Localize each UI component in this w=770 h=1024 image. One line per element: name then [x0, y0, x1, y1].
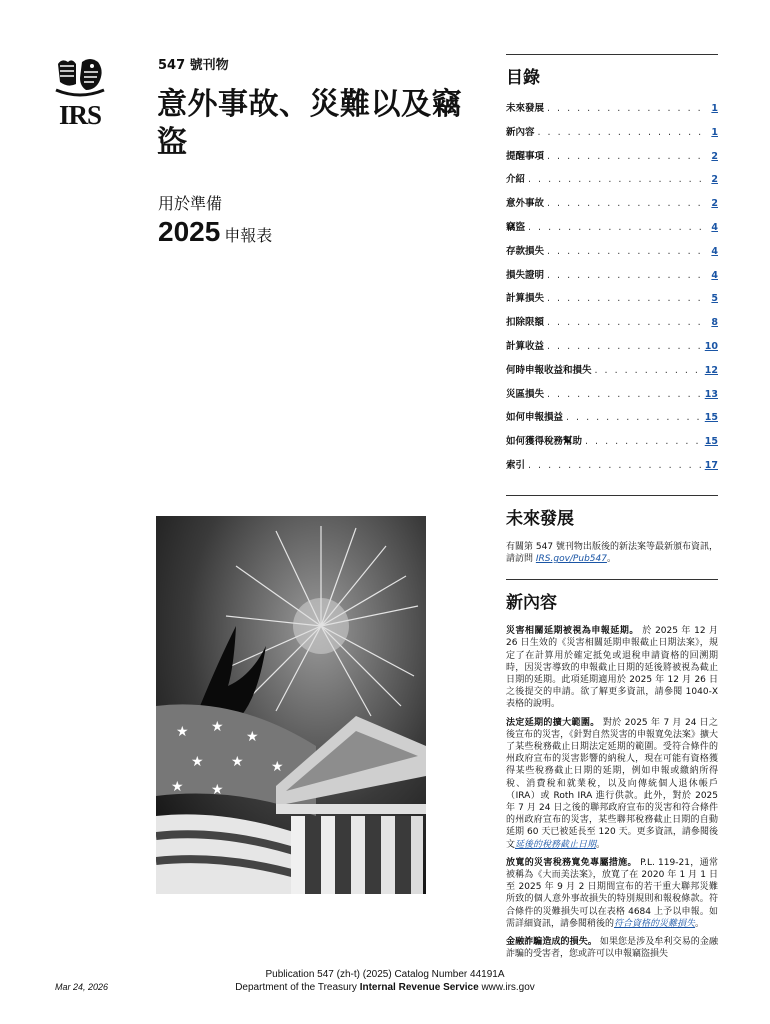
- toc-item-label: 竊盜: [506, 221, 526, 233]
- para-lead: 金融詐騙造成的損失。: [506, 937, 597, 948]
- divider: [506, 579, 718, 580]
- qualified-disaster-loss-link[interactable]: 符合資格的災難損失: [614, 918, 696, 929]
- toc-item[interactable]: [506, 290, 718, 314]
- footer-irs: Internal Revenue Service: [359, 982, 479, 993]
- toc-item-label: 如何獲得稅務幫助: [506, 436, 583, 448]
- toc-item[interactable]: [506, 100, 718, 124]
- tax-year: [158, 216, 272, 248]
- toc-item-label: 災區損失: [506, 388, 545, 400]
- toc-item-label: 意外事故: [506, 198, 545, 210]
- future-developments-section: [506, 495, 718, 565]
- toc-leader: [547, 246, 708, 257]
- toc-leader: [547, 151, 708, 162]
- whats-new-paragraph: [506, 717, 718, 851]
- para-lead: 災害相關延期被視為申報延期。: [506, 626, 639, 637]
- future-developments-text: [506, 541, 718, 565]
- future-text: 有關第 547 號刊物出版後的新法案等最新頒布資訊，請訪問: [506, 541, 718, 564]
- svg-text:★: ★: [171, 779, 184, 795]
- svg-text:★: ★: [246, 729, 259, 745]
- footer-publication-info: [0, 968, 770, 994]
- toc-item[interactable]: [506, 386, 718, 410]
- for-use-label: 用於準備: [158, 194, 223, 213]
- footer-line2: [0, 981, 770, 994]
- toc-leader: [528, 174, 708, 185]
- svg-text:★: ★: [211, 719, 224, 735]
- toc-item-label: 新內容: [506, 126, 535, 138]
- return-label: 申報表: [224, 226, 273, 245]
- svg-text:★: ★: [271, 759, 284, 775]
- toc-item-label: 索引: [506, 459, 526, 471]
- toc-page-link[interactable]: 12: [704, 364, 718, 376]
- footer-website: www.irs.gov: [478, 982, 535, 993]
- toc-page-link[interactable]: 4: [711, 245, 718, 257]
- para-text: 如果您是涉及牟利交易的金融詐騙的受害者，您或許可以申報竊盜損失: [506, 937, 718, 960]
- toc-item[interactable]: [506, 171, 718, 195]
- divider: [506, 54, 718, 55]
- toc-item[interactable]: [506, 338, 718, 362]
- para-text: 對於 2025 年 7 月 24 日之後宣布的災害，《針對自然災害的申報寬免法案》擴大了某些稅務截止日期法定延期的範圍。受符合條件的州政府宣布的災害影響的納稅人，現在可能有資格獲得某些稅務截止日期的延期，例如申報或繳納所得稅、消費稅和就業稅，以及向傳統個人退休帳戶（IRA）或 Roth IRA 進行供款。此外，對於 2025 年 7 月 24 日之後的聯邦政府宣布的災害和符合條件的州政府宣布的災害，某些聯邦稅務截止日期的自動延期 60 天已被延長至 120 天。更多資訊，請參閱後文: [506, 717, 718, 850]
- table-of-contents: [506, 100, 718, 481]
- toc-item[interactable]: [506, 219, 718, 243]
- toc-leader: [528, 222, 708, 233]
- toc-item[interactable]: [506, 409, 718, 433]
- whats-new-paragraph: [506, 936, 718, 960]
- para-end: 。: [596, 839, 606, 850]
- future-developments-title: 未來發展: [506, 508, 574, 529]
- toc-leader: [547, 103, 708, 114]
- whats-new-paragraph: [506, 625, 718, 710]
- publication-number: 547 號刊物: [158, 58, 229, 73]
- toc-leader: [595, 365, 702, 376]
- toc-leader: [547, 270, 708, 281]
- toc-page-link[interactable]: 2: [711, 198, 718, 210]
- toc-item[interactable]: [506, 124, 718, 148]
- toc-page-link[interactable]: 15: [704, 436, 718, 448]
- toc-item-label: 計算損失: [506, 293, 545, 305]
- toc-page-link[interactable]: 4: [711, 269, 718, 281]
- logo-text: IRS: [58, 100, 102, 130]
- toc-page-link[interactable]: 13: [704, 388, 718, 400]
- toc-item-label: 未來發展: [506, 103, 545, 114]
- toc-leader: [547, 341, 702, 352]
- page-title: 意外事故、災難以及竊盜: [157, 87, 462, 160]
- toc-page-link[interactable]: 2: [711, 150, 718, 162]
- toc-page-link[interactable]: 17: [704, 459, 718, 471]
- toc-title: 目錄: [506, 68, 540, 88]
- whats-new-paragraph: [506, 857, 718, 930]
- right-column: [506, 54, 718, 966]
- footer-dept: Department of the Treasury: [235, 982, 360, 993]
- footer-line1: Publication 547 (zh-t) (2025) Catalog Number 44191A: [265, 969, 505, 980]
- postponed-deadlines-link[interactable]: 延後的稅務截止日期: [515, 839, 597, 850]
- toc-item-label: 何時申報收益和損失: [506, 364, 592, 376]
- pub547-link[interactable]: IRS.gov/Pub547: [535, 553, 607, 564]
- toc-item[interactable]: [506, 457, 718, 481]
- toc-item[interactable]: [506, 314, 718, 338]
- toc-item-label: 計算收益: [506, 340, 545, 352]
- eagle-icon: [52, 56, 108, 100]
- whats-new-section: [506, 579, 718, 960]
- toc-leader: [585, 436, 702, 447]
- svg-text:★: ★: [176, 724, 189, 740]
- toc-leader: [547, 293, 708, 304]
- toc-item[interactable]: [506, 195, 718, 219]
- para-end: 。: [695, 918, 705, 929]
- svg-text:★: ★: [191, 754, 204, 770]
- tax-year-value: 2025: [158, 216, 221, 247]
- toc-item-label: 損失證明: [506, 269, 545, 281]
- toc-page-link[interactable]: 4: [711, 221, 718, 233]
- toc-leader: [547, 317, 708, 328]
- toc-item-label: 如何申報損益: [506, 412, 564, 424]
- toc-page-link[interactable]: 15: [704, 412, 718, 424]
- toc-page-link[interactable]: 8: [711, 317, 718, 329]
- toc-item[interactable]: [506, 362, 718, 386]
- irs-logo: [52, 56, 108, 129]
- footer-date: Mar 24, 2026: [55, 982, 109, 992]
- toc-page-link[interactable]: 1: [711, 103, 718, 114]
- future-end: 。: [606, 553, 616, 564]
- toc-page-link[interactable]: 2: [711, 174, 718, 186]
- para-lead: 放寬的災害稅務寬免專屬措施。: [506, 857, 637, 868]
- toc-item-label: 存款損失: [506, 245, 545, 257]
- toc-item[interactable]: [506, 433, 718, 457]
- toc-item-label: 扣除限額: [506, 317, 545, 329]
- toc-page-link[interactable]: 1: [711, 126, 718, 138]
- toc-item[interactable]: [506, 243, 718, 267]
- toc-leader: [547, 198, 708, 209]
- cover-illustration: [156, 516, 426, 894]
- para-text: 於 2025 年 12 月 26 日生效的《災害相關延期申報截止日期法案》，規定了在計算用於確定抵免或退稅申請資格的回溯期時，因災害導致的申報截止日期的延後將被視為截止日期的延期。此項延期適用於 2025 年 12 月 26 日之後提交的申請。欲了解更多資訊，請參閱 1040-X 表格的說明。: [506, 626, 718, 710]
- para-lead: 法定延期的擴大範圍。: [506, 717, 600, 728]
- svg-text:★: ★: [231, 754, 244, 770]
- toc-leader: [566, 412, 702, 423]
- toc-item-label: 提醒事項: [506, 150, 545, 162]
- toc-item[interactable]: [506, 267, 718, 291]
- para-text: P.L. 119-21，通常被稱為《大而美法案》，放寬了在 2020 年 1 月 1 日至 2025 年 9 月 2 日期間宣布的若干重大聯邦災難所致的個人意外事故損失的特別規則和報稅條款。符合條件的災難損失可以在表格 4684 上予以申報。如需詳細資訊，請參閱稍後的: [506, 857, 718, 929]
- toc-leader: [547, 389, 702, 400]
- toc-item-label: 介紹: [506, 174, 526, 186]
- svg-text:★: ★: [211, 782, 224, 798]
- toc-item[interactable]: [506, 148, 718, 172]
- toc-leader: [528, 460, 702, 471]
- toc-leader: [538, 127, 709, 138]
- whats-new-title: 新內容: [506, 593, 557, 614]
- toc-page-link[interactable]: 5: [711, 293, 718, 305]
- toc-page-link[interactable]: 10: [704, 340, 718, 352]
- divider: [506, 495, 718, 496]
